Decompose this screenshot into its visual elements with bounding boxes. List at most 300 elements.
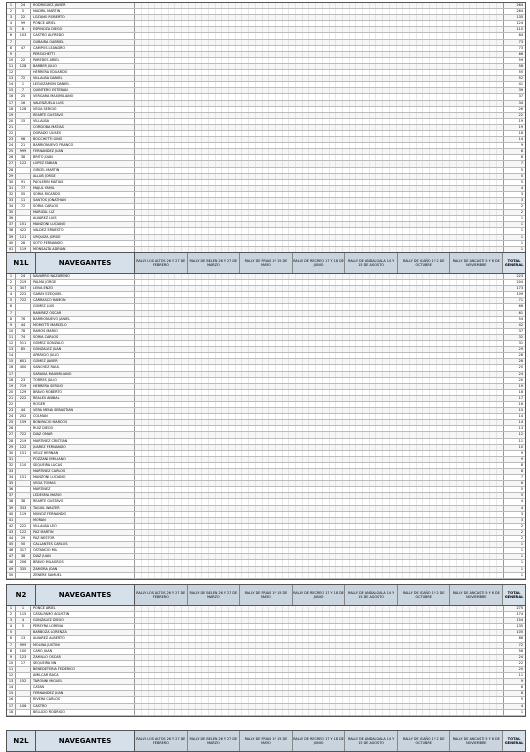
points-cells [135,697,503,702]
total-cell: 3 [503,512,525,517]
number-cell [16,573,31,578]
points-cells [135,493,503,498]
position-cell: 41 [7,518,16,523]
total-cell: 5 [503,174,525,179]
points-cells [135,228,503,233]
number-cell: 202 [16,414,31,419]
standings-table [6,274,526,580]
total-cell: 54 [503,317,525,322]
total-cell: 56 [503,649,525,654]
name-cell: DORADO ULISES [31,131,135,136]
number-cell: 11 [16,198,31,203]
total-cell: 55 [503,70,525,75]
total-cell: 24 [503,372,525,377]
points-cells [135,554,503,559]
points-cells [135,390,503,395]
number-cell: 22 [16,15,31,20]
position-cell: 39 [7,235,16,240]
number-cell: 121 [16,235,31,240]
number-cell: 17 [16,661,31,666]
name-cell: TORRES JULIO [31,378,135,383]
points-cells [135,365,503,370]
total-cell: 1 [503,247,525,252]
name-cell: PEREYRA LORENA [31,624,135,629]
position-cell: 4 [7,624,16,629]
name-cell: OSTANCIO MIL [31,548,135,553]
position-cell: 17 [7,372,16,377]
points-cells [135,33,503,38]
number-cell: 78 [16,329,31,334]
total-cell: 223 [503,274,525,279]
number-cell [16,40,31,45]
position-cell: 7 [7,40,16,45]
points-cells [135,3,503,8]
points-cells [135,548,503,553]
total-cell: 12 [503,432,525,437]
points-cells [135,192,503,197]
name-cell: GOMEZ JAVIER [31,359,135,364]
total-cell: 72 [503,643,525,648]
points-cells [135,679,503,684]
position-cell: 12 [7,673,16,678]
name-cell: PAREDES ARIEL [31,58,135,63]
number-cell [16,210,31,215]
name-cell: CAMPOS LEANDRO [31,46,135,51]
position-cell: 12 [7,70,16,75]
total-cell: 1 [503,548,525,553]
points-cells [135,530,503,535]
name-cell: LOZANO ROBERTO [31,15,135,20]
position-cell: 10 [7,661,16,666]
total-cell: 52 [503,76,525,81]
position-cell: 44 [7,536,16,541]
position-cell: 18 [7,378,16,383]
event-header: RALLY DE BELEN 26 Y 27 DE MARZO [188,253,241,273]
name-cell: ESPINOZA DIEGO [31,27,135,32]
position-cell: 3 [7,286,16,291]
points-cells [135,198,503,203]
number-cell: 5 [16,9,31,14]
position-cell: 11 [7,335,16,340]
number-cell [16,304,31,309]
name-cell: BENEDETERIA FEDERICO [31,667,135,672]
name-cell: ALVAREZ ALBERTO [31,636,135,641]
points-cells [135,710,503,715]
position-cell: 2 [7,612,16,617]
standings-section [6,584,526,717]
position-cell: 31 [7,186,16,191]
number-cell: 91 [16,180,31,185]
total-cell: 1 [503,554,525,559]
table-row [7,573,525,579]
points-cells [135,624,503,629]
points-cells [135,168,503,173]
name-cell: ROGER [31,402,135,407]
event-header: RALLY DE FRIAS 1º 15 DE MAYO [240,731,293,751]
number-cell: 999 [16,149,31,154]
total-cell: 15 [503,408,525,413]
name-cell: TAGUIL WALTER [31,506,135,511]
total-cell: 3 [503,198,525,203]
class-label: N1L [7,253,36,273]
name-cell: MARIZAL LIZ [31,210,135,215]
name-cell: MARTINEZ CARLOS [31,469,135,474]
position-cell: 36 [7,487,16,492]
position-cell: 4 [7,21,16,26]
points-cells [135,280,503,285]
number-cell: 23 [16,378,31,383]
name-cell: CARRASCO RAMON [31,298,135,303]
number-cell: 7 [16,88,31,93]
points-cells [135,58,503,63]
position-cell: 29 [7,174,16,179]
number-cell: 151 [16,451,31,456]
position-cell: 16 [7,697,16,702]
standings-section [6,252,526,580]
position-cell: 26 [7,426,16,431]
number-cell: 44 [16,323,31,328]
position-cell: 5 [7,630,16,635]
position-cell: 20 [7,390,16,395]
points-cells [135,618,503,623]
total-cell: 109 [503,292,525,297]
points-cells [135,649,503,654]
total-cell: 3 [503,192,525,197]
number-cell: 122 [16,530,31,535]
total-cell: 4 [503,506,525,511]
number-cell: 219 [16,439,31,444]
number-cell [16,493,31,498]
position-cell: 23 [7,408,16,413]
name-cell: BRAVO MILAGROS [31,560,135,565]
position-cell: 16 [7,94,16,99]
name-cell: MUÑOZ FERNANDO [31,512,135,517]
points-cells [135,567,503,572]
name-cell: POZZANI EMILIANO [31,457,135,462]
total-cell: 4 [503,186,525,191]
points-cells [135,186,503,191]
total-cell: 5 [503,180,525,185]
total-cell: 8 [503,155,525,160]
points-cells [135,88,503,93]
position-cell: 3 [7,618,16,623]
name-cell: GONZALEZ JUAN [31,347,135,352]
name-cell: MANZONI LUCIANO [31,475,135,480]
points-cells [135,506,503,511]
event-header: RALLY DE BELEN 26 Y 27 DE MARZO [188,585,241,605]
name-cell: PAOLERIN MATIAS [31,180,135,185]
points-cells [135,125,503,130]
total-cell: 25 [503,365,525,370]
number-cell: 115 [16,612,31,617]
points-cells [135,27,503,32]
points-cells [135,286,503,291]
event-header: RALLY DE ANDALGALA 14 Y 15 DE AGOSTO [345,585,398,605]
total-cell: 19 [503,125,525,130]
number-cell: 38 [16,554,31,559]
total-cell: 14 [503,137,525,142]
position-cell: 11 [7,64,16,69]
position-cell: 35 [7,481,16,486]
number-cell [16,487,31,492]
name-cell: BARBER JULIO [31,64,135,69]
number-cell: 206 [16,560,31,565]
total-header: TOTAL GENERAL [504,259,524,267]
total-cell: 5 [503,487,525,492]
points-cells [135,704,503,709]
name-cell: CATALFAMO AGUSTIN [31,612,135,617]
points-cells [135,432,503,437]
name-cell: REALES ANIBAL [31,396,135,401]
number-cell [16,481,31,486]
number-cell: 98 [16,137,31,142]
position-cell: 19 [7,384,16,389]
name-cell: CORDOBA MATIAS [31,125,135,130]
position-cell: 18 [7,710,16,715]
number-cell: 152 [16,679,31,684]
total-cell: 154 [503,618,525,623]
total-cell: 8 [503,469,525,474]
section-title: NAVEGANTES [36,731,135,751]
total-cell: 1 [503,560,525,565]
number-cell: 122 [16,445,31,450]
number-cell: 317 [16,548,31,553]
position-cell: 10 [7,329,16,334]
number-cell [16,125,31,130]
points-cells [135,378,503,383]
points-cells [135,542,503,547]
position-cell: 41 [7,247,16,252]
total-cell: 22 [503,113,525,118]
total-cell: 124 [503,21,525,26]
name-cell: REARTE GUSTAVO [31,499,135,504]
name-cell: NAVARRO NAZARENO [31,274,135,279]
name-cell: PONCE ARIEL [31,21,135,26]
name-cell: PALMA JORGE [31,280,135,285]
name-cell: DIAZ JUAN [31,554,135,559]
total-cell: 19 [503,119,525,124]
position-cell: 34 [7,204,16,209]
points-cells [135,518,503,523]
position-cell: 38 [7,499,16,504]
position-cell: 29 [7,445,16,450]
position-cell: 6 [7,33,16,38]
name-cell: MOMOTTI MARCELO [31,323,135,328]
points-cells [135,636,503,641]
position-cell: 15 [7,88,16,93]
number-cell: 119 [16,247,31,252]
position-cell: 47 [7,554,16,559]
name-cell: RAMOS MARIO [31,329,135,334]
total-cell: 5 [503,168,525,173]
points-cells [135,292,503,297]
position-cell: 18 [7,107,16,112]
total-cell: 2 [503,204,525,209]
position-cell: 38 [7,228,16,233]
points-cells [135,15,503,20]
number-cell: 159 [16,420,31,425]
points-cells [135,323,503,328]
total-cell: 73 [503,46,525,51]
name-cell: REARTE GUSTAVO [31,113,135,118]
total-cell: 5 [503,493,525,498]
total-header: TOTAL GENERAL [504,737,524,745]
number-cell: 307 [16,286,31,291]
total-cell: 86 [503,636,525,641]
points-cells [135,46,503,51]
position-cell: 6 [7,304,16,309]
position-cell: 3 [7,15,16,20]
name-cell: BARBOZA LORENZA [31,630,135,635]
points-cells [135,222,503,227]
name-cell: QUINTERO ESTEBAN [31,88,135,93]
total-cell: 9 [503,451,525,456]
number-cell: 99 [16,21,31,26]
position-cell: 33 [7,198,16,203]
total-header: TOTAL GENERAL [504,591,524,599]
points-cells [135,304,503,309]
position-cell: 1 [7,606,16,611]
position-cell: 4 [7,292,16,297]
position-cell: 23 [7,137,16,142]
total-cell: 26 [503,107,525,112]
event-header: RALLY DE ANCASTI 5 Y 6 DE NOVIEMBRE [450,731,503,751]
number-cell: 335 [16,567,31,572]
points-cells [135,685,503,690]
position-cell: 40 [7,241,16,246]
position-cell: 37 [7,222,16,227]
position-cell: 11 [7,667,16,672]
position-cell: 9 [7,52,16,57]
total-cell: 61 [503,311,525,316]
number-cell [16,52,31,57]
position-cell: 34 [7,475,16,480]
number-cell: 50 [16,542,31,547]
points-cells [135,673,503,678]
position-cell: 5 [7,27,16,32]
total-cell: 37 [503,94,525,99]
number-cell [16,402,31,407]
name-cell: SEQUEIRA NN [31,661,135,666]
points-cells [135,113,503,118]
name-cell: GUBAIRA GABRIEL [31,40,135,45]
name-cell: GOMEZ GONZALO [31,341,135,346]
points-cells [135,143,503,148]
points-cells [135,235,503,240]
points-cells [135,9,503,14]
name-cell: LEDESMA MARIO [31,493,135,498]
position-cell: 13 [7,76,16,81]
points-cells [135,52,503,57]
total-cell: 11 [503,673,525,678]
event-header: RALLY LOS ALTOS 26 Y 27 DE FEBRERO [135,253,188,273]
event-header: RALLY DE ICAÑO 1º 2 DE OCTUBRE [398,731,451,751]
number-cell: 422 [16,228,31,233]
total-cell: 1 [503,228,525,233]
total-cell: 26 [503,359,525,364]
name-cell: CASTRO [31,704,135,709]
total-cell: 173 [503,286,525,291]
number-cell: 44 [16,408,31,413]
position-cell: 9 [7,323,16,328]
name-cell: MARTINEZ CRISTIAN [31,439,135,444]
total-cell: 1 [503,542,525,547]
total-cell: 73 [503,40,525,45]
position-cell: 2 [7,280,16,285]
total-cell: 174 [503,612,525,617]
name-cell: URQUIZA JORGE [31,235,135,240]
section-title: NAVEGANTES [36,585,135,605]
points-cells [135,573,503,578]
number-cell [16,667,31,672]
number-cell: 222 [16,292,31,297]
points-cells [135,94,503,99]
number-cell: 4 [16,618,31,623]
total-cell: 1 [503,241,525,246]
points-cells [135,426,503,431]
name-cell: MADRIL MARTIN [31,9,135,14]
total-cell: 29 [503,347,525,352]
points-cells [135,667,503,672]
total-cell: 3 [503,518,525,523]
position-cell: 24 [7,414,16,419]
name-cell: RUIZ DIEGO [31,426,135,431]
points-cells [135,131,503,136]
number-cell: 8 [16,27,31,32]
points-cells [135,512,503,517]
number-cell: 151 [16,475,31,480]
name-cell: VERA MENA SEBASTIAN [31,408,135,413]
position-cell: 1 [7,3,16,8]
position-cell: 25 [7,420,16,425]
number-cell: 719 [16,384,31,389]
position-cell: 43 [7,530,16,535]
position-cell: 22 [7,131,16,136]
total-cell: 135 [503,15,525,20]
total-cell: 11 [503,439,525,444]
number-cell: 151 [16,222,31,227]
number-cell: 128 [16,107,31,112]
name-cell: VILLALBA DANIEL [31,76,135,81]
total-cell: 1 [503,573,525,578]
points-cells [135,21,503,26]
number-cell [16,697,31,702]
name-cell: MORAN [31,518,135,523]
number-cell: 222 [16,524,31,529]
points-cells [135,606,503,611]
name-cell: LÓPEZ FABIAN [31,161,135,166]
total-cell: 42 [503,323,525,328]
points-cells [135,347,503,352]
number-cell: 123 [16,655,31,660]
position-cell: 13 [7,347,16,352]
number-cell [16,630,31,635]
position-cell: 28 [7,439,16,444]
total-cell: 71 [503,298,525,303]
points-cells [135,70,503,75]
name-cell: VELIZ HERNAN [31,451,135,456]
name-cell: PONCE ARIEL [31,606,135,611]
total-cell: 9 [503,143,525,148]
number-cell [16,216,31,221]
number-cell: 77 [16,186,31,191]
points-cells [135,630,503,635]
points-cells [135,643,503,648]
position-cell: 33 [7,469,16,474]
total-cell: 37 [503,329,525,334]
total-cell: 9 [503,457,525,462]
name-cell: ZENERE SAMUEL [31,573,135,578]
